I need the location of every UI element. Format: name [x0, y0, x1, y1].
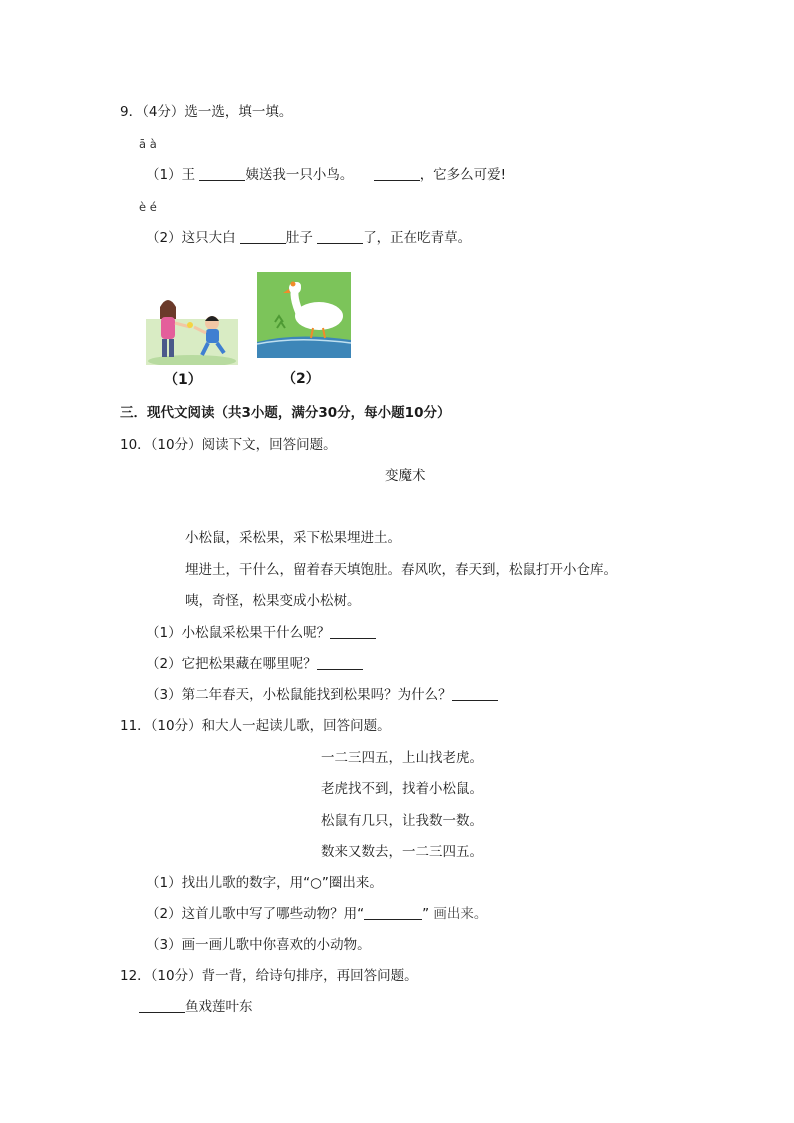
- q11-question-2-text: （2）这首儿歌中写了哪些动物？用“: [146, 906, 365, 922]
- q11-question-3: （3）画一画儿歌中你喜欢的小动物。: [146, 937, 371, 953]
- q10-question-3-text: （3）第二年春天，小松鼠能找到松果吗？为什么？: [146, 687, 452, 703]
- woman-child-illustration: [146, 289, 238, 365]
- answer-blank[interactable]: [330, 624, 376, 639]
- q9-item-2: [146, 229, 471, 247]
- answer-blank[interactable]: [240, 229, 286, 244]
- q9-pinyin-2: è é: [139, 200, 157, 214]
- poem-line-1: 小松鼠，采松果，采下松果埋进土。: [185, 530, 401, 546]
- picture-caption-2: （2）: [282, 371, 320, 387]
- answer-blank[interactable]: [374, 166, 420, 181]
- q12-line-1: [139, 998, 253, 1016]
- q9-pinyin-1: ā à: [139, 137, 157, 151]
- q11-question-2-tail: 画出来。: [433, 906, 488, 922]
- answer-blank[interactable]: [364, 905, 422, 920]
- answer-blank[interactable]: [199, 166, 245, 181]
- poem-title: 变魔术: [385, 468, 426, 484]
- q9-item-2-a: （2）这只大白: [146, 230, 240, 246]
- q11-title: 11．（10分）和大人一起读儿歌，回答问题。: [120, 718, 391, 734]
- q10-question-3: [146, 686, 498, 704]
- q9-item-2-c: 了，正在吃青草。: [363, 230, 472, 246]
- picture-caption-1: （1）: [164, 372, 202, 388]
- answer-blank[interactable]: [139, 998, 185, 1013]
- rhyme-line-4: 数来又数去，一二三四五。: [321, 844, 483, 860]
- q9-item-1: [146, 166, 506, 184]
- goose-illustration: [257, 272, 351, 358]
- poem-line-2: 埋进土，干什么，留着春天填饱肚。春风吹，春天到，松鼠打开小仓库。: [185, 562, 617, 578]
- answer-blank[interactable]: [452, 686, 498, 701]
- q9-item-1-a: （1）王: [146, 167, 200, 183]
- rhyme-line-1: 一二三四五，上山找老虎。: [321, 750, 483, 766]
- q10-question-1: [146, 624, 376, 642]
- q12-title: 12．（10分）背一背，给诗句排序，再回答问题。: [120, 968, 418, 984]
- poem-line-3: 咦，奇怪，松果变成小松树。: [185, 593, 361, 609]
- q10-question-2: [146, 655, 363, 673]
- q11-question-2-quote: ”: [422, 906, 430, 922]
- q10-question-1-text: （1）小松鼠采松果干什么呢？: [146, 625, 331, 641]
- q11-question-2: [146, 905, 487, 923]
- answer-blank[interactable]: [317, 655, 363, 670]
- answer-blank[interactable]: [317, 229, 363, 244]
- q11-question-1: （1）找出儿歌的数字，用“○”圈出来。: [146, 875, 383, 891]
- q9-title: 9．（4分）选一选，填一填。: [120, 104, 293, 120]
- q10-title: 10．（10分）阅读下文，回答问题。: [120, 437, 337, 453]
- section-3-title: 三．现代文阅读（共3小题，满分30分，每小题10分）: [120, 405, 451, 421]
- q12-line-1-text: 鱼戏莲叶东: [185, 999, 253, 1015]
- rhyme-line-2: 老虎找不到，找着小松鼠。: [321, 781, 483, 797]
- q9-item-1-b: 姨送我一只小鸟。: [245, 167, 354, 183]
- q10-question-2-text: （2）它把松果藏在哪里呢？: [146, 656, 317, 672]
- q9-item-2-b: 肚子: [285, 230, 318, 246]
- q9-item-1-c: ，它多么可爱!: [419, 167, 507, 183]
- rhyme-line-3: 松鼠有几只，让我数一数。: [321, 813, 483, 829]
